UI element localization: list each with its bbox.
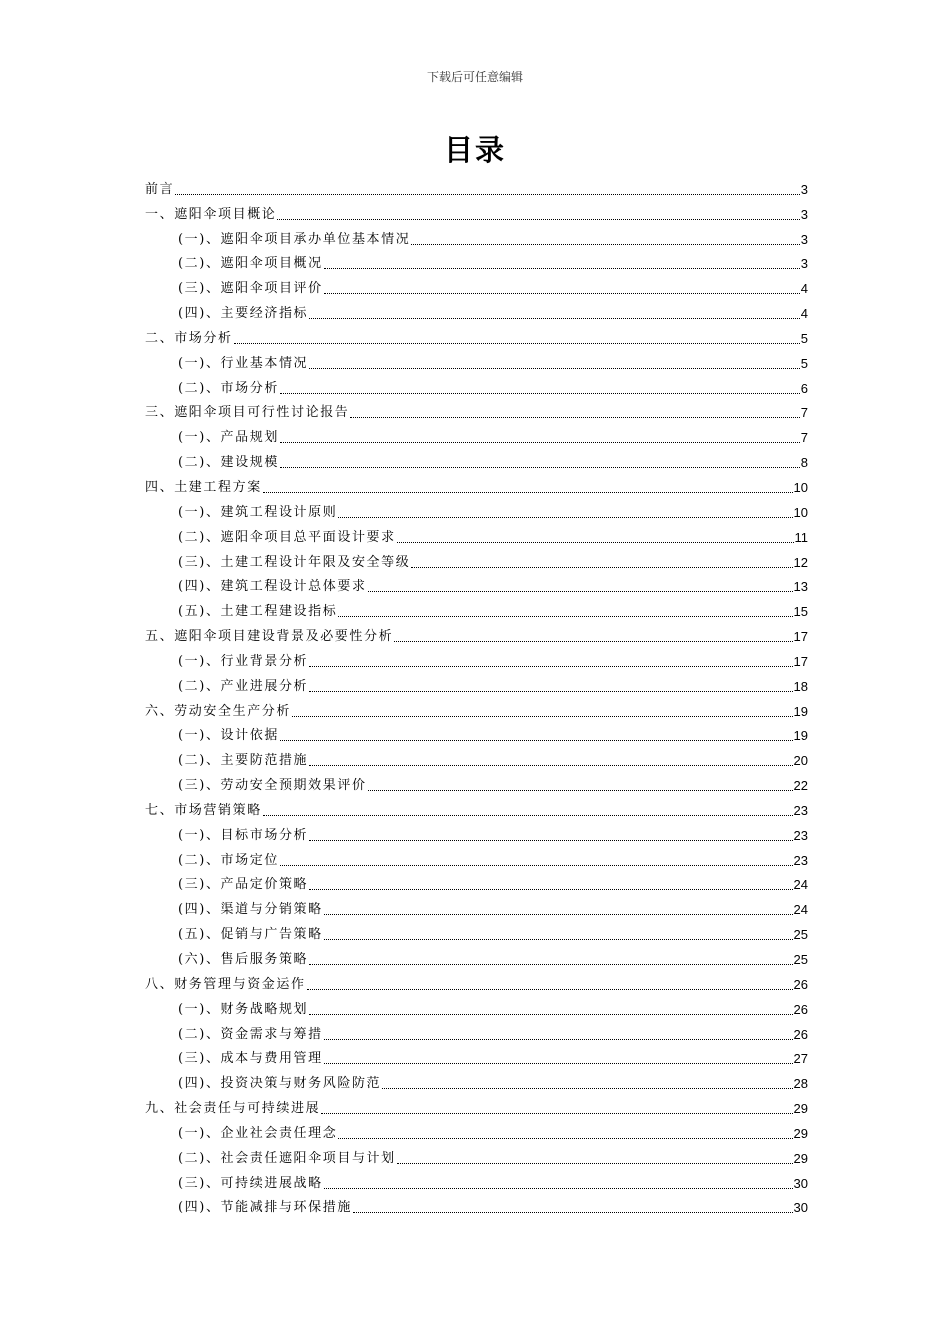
toc-dot-leader — [321, 1112, 792, 1114]
toc-entry[interactable] — [145, 795, 808, 820]
toc-entry-label: (二)、遮阳伞项目总平面设计要求 — [178, 529, 396, 545]
toc-entry[interactable] — [145, 1093, 808, 1118]
toc-entry-page: 12 — [793, 554, 808, 570]
toc-dot-leader — [309, 1013, 792, 1015]
toc-entry-label: (二)、遮阳伞项目概况 — [178, 256, 323, 272]
toc-dot-leader — [309, 665, 792, 667]
toc-entry[interactable] — [145, 994, 808, 1019]
toc-dot-leader — [350, 416, 799, 418]
toc-entry-label: (四)、投资决策与财务风险防范 — [178, 1076, 382, 1092]
toc-entry-page: 11 — [794, 529, 808, 545]
toc-entry[interactable] — [145, 199, 808, 224]
toc-entry[interactable] — [145, 224, 808, 249]
toc-entry-page: 27 — [793, 1051, 808, 1067]
toc-entry[interactable] — [145, 273, 808, 298]
toc-entry-label: 一、遮阳伞项目概论 — [145, 206, 277, 222]
toc-entry-page: 19 — [793, 703, 808, 719]
toc-dot-leader — [397, 1162, 793, 1164]
toc-entry-label: (一)、设计依据 — [178, 728, 279, 744]
toc-entry-label: (三)、土建工程设计年限及安全等级 — [178, 554, 411, 570]
toc-entry-page: 26 — [793, 976, 808, 992]
toc-entry-label: (一)、建筑工程设计原则 — [178, 504, 338, 520]
toc-dot-leader — [411, 566, 792, 568]
toc-entry[interactable] — [145, 621, 808, 646]
toc-entry[interactable] — [145, 522, 808, 547]
toc-dot-leader — [338, 516, 792, 518]
toc-entry-page: 6 — [800, 380, 808, 396]
toc-entry-page: 20 — [793, 753, 808, 769]
toc-entry-label: 四、土建工程方案 — [145, 479, 262, 495]
toc-dot-leader — [324, 267, 800, 269]
toc-entry-page: 22 — [793, 778, 808, 794]
toc-entry[interactable] — [145, 348, 808, 373]
toc-dot-leader — [338, 615, 792, 617]
toc-entry-label: 五、遮阳伞项目建设背景及必要性分析 — [145, 629, 394, 645]
toc-entry-label: (四)、主要经济指标 — [178, 306, 309, 322]
toc-entry-label: (三)、遮阳伞项目评价 — [178, 281, 323, 297]
toc-entry[interactable] — [145, 298, 808, 323]
toc-dot-leader — [324, 938, 793, 940]
toc-entry[interactable] — [145, 944, 808, 969]
toc-entry-label: (四)、节能减排与环保措施 — [178, 1200, 352, 1216]
toc-entry[interactable] — [145, 770, 808, 795]
toc-entry[interactable] — [145, 547, 808, 572]
toc-entry-page: 10 — [793, 504, 808, 520]
toc-entry-page: 23 — [793, 802, 808, 818]
toc-dot-leader — [411, 243, 799, 245]
toc-entry[interactable] — [145, 870, 808, 895]
toc-dot-leader — [309, 764, 792, 766]
toc-entry-page: 24 — [793, 902, 808, 918]
toc-dot-leader — [382, 1087, 792, 1089]
toc-entry[interactable] — [145, 596, 808, 621]
toc-entry[interactable] — [145, 1193, 808, 1218]
toc-entry[interactable] — [145, 969, 808, 994]
toc-entry-page: 7 — [800, 430, 808, 446]
toc-entry-label: (一)、行业基本情况 — [178, 355, 309, 371]
toc-entry[interactable] — [145, 894, 808, 919]
toc-entry[interactable] — [145, 721, 808, 746]
toc-entry[interactable] — [145, 1118, 808, 1143]
toc-entry-page: 26 — [793, 1001, 808, 1017]
toc-entry[interactable] — [145, 497, 808, 522]
toc-dot-leader — [307, 988, 793, 990]
toc-dot-leader — [324, 1187, 793, 1189]
toc-entry-page: 26 — [793, 1026, 808, 1042]
toc-entry[interactable] — [145, 323, 808, 348]
toc-entry-label: 九、社会责任与可持续进展 — [145, 1101, 321, 1117]
toc-entry-page: 3 — [800, 231, 808, 247]
toc-dot-leader — [397, 541, 794, 543]
toc-entry[interactable] — [145, 671, 808, 696]
toc-entry-label: (二)、资金需求与筹措 — [178, 1026, 323, 1042]
toc-dot-leader — [324, 1062, 793, 1064]
toc-dot-leader — [280, 864, 793, 866]
toc-entry-label: (一)、遮阳伞项目承办单位基本情况 — [178, 231, 411, 247]
toc-dot-leader — [309, 888, 792, 890]
toc-entry[interactable] — [145, 1019, 808, 1044]
toc-dot-leader — [280, 441, 800, 443]
toc-entry-page: 30 — [793, 1200, 808, 1216]
toc-entry-label: (四)、渠道与分销策略 — [178, 902, 323, 918]
toc-dot-leader — [263, 814, 793, 816]
toc-entry-label: 三、遮阳伞项目可行性讨论报告 — [145, 405, 350, 421]
toc-entry[interactable] — [145, 422, 808, 447]
table-of-contents — [145, 174, 808, 1217]
toc-entry[interactable] — [145, 1143, 808, 1168]
toc-entry-page: 23 — [793, 852, 808, 868]
toc-entry-page: 4 — [800, 306, 808, 322]
toc-entry-page: 13 — [793, 579, 808, 595]
toc-entry-label: 八、财务管理与资金运作 — [145, 976, 306, 992]
toc-dot-leader — [394, 640, 792, 642]
toc-entry[interactable] — [145, 845, 808, 870]
toc-entry[interactable] — [145, 373, 808, 398]
toc-entry-label: (二)、建设规模 — [178, 455, 279, 471]
toc-dot-leader — [234, 342, 800, 344]
toc-dot-leader — [175, 193, 800, 195]
toc-dot-leader — [353, 1211, 793, 1213]
toc-entry[interactable] — [145, 398, 808, 423]
toc-entry-page: 8 — [800, 455, 808, 471]
toc-dot-leader — [309, 839, 792, 841]
toc-entry-page: 28 — [793, 1076, 808, 1092]
toc-entry-page: 25 — [793, 952, 808, 967]
toc-entry[interactable] — [145, 696, 808, 721]
toc-entry-page: 3 — [800, 206, 808, 222]
toc-entry-page: 15 — [793, 604, 808, 620]
toc-dot-leader — [368, 789, 793, 791]
toc-entry[interactable] — [145, 249, 808, 274]
toc-entry[interactable] — [145, 745, 808, 770]
toc-entry-page: 18 — [793, 678, 808, 694]
toc-entry-page: 19 — [793, 728, 808, 744]
toc-entry-page: 23 — [793, 827, 808, 843]
toc-dot-leader — [324, 292, 800, 294]
page-title: 目录 — [443, 133, 506, 167]
toc-entry-label: (一)、目标市场分析 — [178, 827, 309, 843]
toc-entry[interactable] — [145, 174, 808, 199]
toc-dot-leader — [280, 392, 800, 394]
toc-entry[interactable] — [145, 447, 808, 472]
toc-entry-page: 29 — [793, 1125, 808, 1141]
toc-entry-page: 29 — [793, 1150, 808, 1166]
toc-dot-leader — [368, 590, 793, 592]
toc-entry-label: (五)、促销与广告策略 — [178, 927, 323, 943]
toc-entry-label: (一)、行业背景分析 — [178, 653, 309, 669]
toc-entry[interactable] — [145, 646, 808, 671]
toc-entry[interactable] — [145, 820, 808, 845]
toc-entry-page: 17 — [793, 629, 808, 645]
toc-entry-page: 10 — [793, 479, 808, 495]
toc-entry-page: 30 — [793, 1175, 808, 1191]
toc-entry-label: (一)、产品规划 — [178, 430, 279, 446]
toc-entry-label: (三)、劳动安全预期效果评价 — [178, 778, 367, 794]
toc-dot-leader — [309, 690, 792, 692]
toc-entry-label: 六、劳动安全生产分析 — [145, 703, 292, 719]
toc-dot-leader — [309, 317, 800, 319]
toc-entry[interactable] — [145, 1068, 808, 1093]
toc-entry[interactable] — [145, 572, 808, 597]
page-header: 下载后可任意编辑 — [426, 70, 523, 84]
toc-entry-label: 七、市场营销策略 — [145, 802, 262, 818]
toc-entry-label: (三)、产品定价策略 — [178, 877, 309, 893]
toc-entry-label: (二)、市场分析 — [178, 380, 279, 396]
toc-entry-label: 二、市场分析 — [145, 330, 233, 346]
toc-entry-label: (六)、售后服务策略 — [178, 952, 309, 967]
toc-entry-page: 7 — [800, 405, 808, 421]
toc-entry-page: 5 — [800, 330, 808, 346]
toc-dot-leader — [292, 715, 793, 717]
toc-dot-leader — [263, 491, 793, 493]
toc-dot-leader — [324, 913, 793, 915]
toc-entry[interactable] — [145, 1168, 808, 1193]
toc-entry-label: (五)、土建工程建设指标 — [178, 604, 338, 620]
toc-entry-label: (四)、建筑工程设计总体要求 — [178, 579, 367, 595]
toc-entry-page: 4 — [800, 281, 808, 297]
toc-dot-leader — [280, 739, 793, 741]
toc-entry-label: (三)、成本与费用管理 — [178, 1051, 323, 1067]
toc-dot-leader — [277, 218, 799, 220]
toc-entry-page: 3 — [800, 181, 808, 197]
toc-dot-leader — [309, 963, 792, 965]
toc-entry[interactable] — [145, 919, 808, 944]
toc-dot-leader — [309, 367, 800, 369]
toc-entry-label: (二)、主要防范措施 — [178, 753, 309, 769]
toc-entry-label: (一)、财务战略规划 — [178, 1001, 309, 1017]
toc-entry[interactable] — [145, 472, 808, 497]
toc-entry-label: 前言 — [145, 181, 175, 197]
toc-entry-label: (二)、产业进展分析 — [178, 678, 309, 694]
toc-entry-label: (一)、企业社会责任理念 — [178, 1125, 338, 1141]
toc-entry-page: 5 — [800, 355, 808, 371]
toc-entry-label: (二)、市场定位 — [178, 852, 279, 868]
toc-dot-leader — [280, 466, 800, 468]
toc-dot-leader — [338, 1137, 792, 1139]
toc-entry[interactable] — [145, 1044, 808, 1069]
toc-entry-page: 24 — [793, 877, 808, 893]
toc-entry-page: 3 — [800, 256, 808, 272]
toc-entry-page: 29 — [793, 1101, 808, 1117]
toc-entry-label: (三)、可持续进展战略 — [178, 1175, 323, 1191]
toc-entry-label: (二)、社会责任遮阳伞项目与计划 — [178, 1150, 396, 1166]
toc-entry-page: 17 — [793, 653, 808, 669]
toc-dot-leader — [324, 1038, 793, 1040]
toc-entry-page: 25 — [793, 927, 808, 943]
